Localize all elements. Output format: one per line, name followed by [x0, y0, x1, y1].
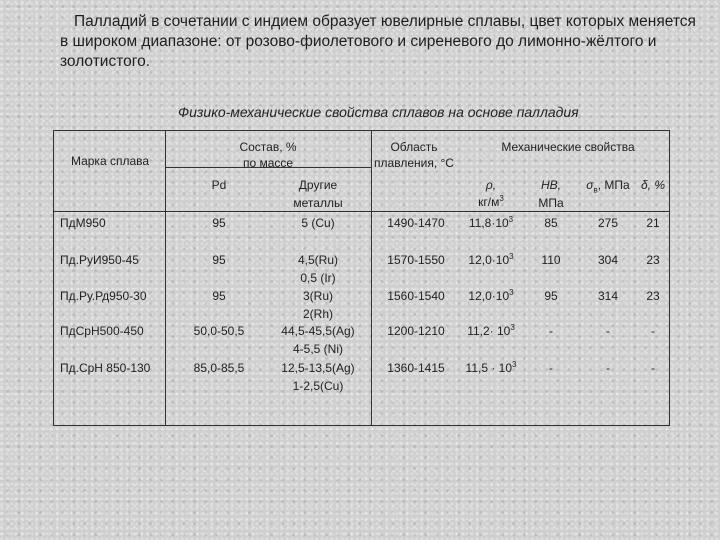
header-melting-temp: плавления, °С — [374, 156, 454, 170]
header-density: ρ, — [485, 178, 497, 192]
header-hb: HB, — [540, 178, 562, 192]
table-divider — [54, 211, 669, 212]
header-other-metals-2: металлы — [293, 196, 343, 210]
properties-table — [53, 130, 670, 426]
row4-melt: 1200-1210 — [387, 324, 445, 338]
header-melting-range: Область — [390, 140, 438, 154]
row2-melt: 1570-1550 — [387, 253, 445, 267]
row4-density: $11,2\cdot 10^3$ — [467, 323, 515, 338]
row2-other-1: 4,5(Ru) — [297, 253, 339, 267]
row3-other-2: 2(Rh) — [302, 307, 334, 321]
row2-other-2: 0,5 (Ir) — [300, 271, 336, 285]
header-composition: Состав, % — [239, 140, 297, 154]
header-elongation: δ, % — [640, 178, 666, 192]
row2-density: $12,0\cdot 10^3$ — [468, 252, 514, 267]
header-grade: Марка сплава — [70, 154, 150, 168]
row4-other-2: 4-5,5 (Ni) — [292, 342, 344, 356]
row1-density: $11,8\cdot 10^3$ — [468, 215, 514, 230]
row5-melt: 1360-1415 — [387, 361, 445, 375]
row3-hb: 95 — [544, 289, 558, 303]
row3-other-1: 3(Ru) — [302, 289, 334, 303]
row2-pd: 95 — [212, 253, 226, 267]
row1-melt: 1490-1470 — [387, 216, 445, 230]
row3-sigma: 314 — [597, 289, 619, 303]
row5-density: $11,5 \cdot 10^3$ — [465, 360, 517, 375]
row1-sigma: 275 — [597, 216, 619, 230]
header-other-metals: Другие — [298, 178, 338, 192]
header-pd: Pd — [211, 178, 227, 192]
row3-delta: 23 — [646, 289, 660, 303]
row3-pd: 95 — [212, 289, 226, 303]
row2-sigma: 304 — [597, 253, 619, 267]
header-hb-unit: МПа — [538, 196, 564, 210]
header-composition-by-mass: по массе — [242, 156, 294, 170]
row4-grade: ПдСрН500-450 — [60, 324, 144, 338]
row5-grade: Пд.СрН 850-130 — [60, 361, 151, 375]
row4-other-1: 44,5-45,5(Ag) — [281, 324, 355, 338]
row3-density: $12,0\cdot 10^3$ — [468, 288, 514, 303]
row4-hb: - — [549, 324, 553, 338]
row5-other-2: 1-2,5(Cu) — [292, 379, 344, 393]
row2-hb: 110 — [541, 253, 561, 267]
row1-pd: 95 — [212, 216, 226, 230]
header-tensile-strength: $\sigma_в$, МПа — [586, 178, 630, 195]
row3-melt: 1560-1540 — [387, 289, 445, 303]
row2-grade: Пд.РуИ950-45 — [60, 253, 139, 267]
row4-sigma: - — [606, 324, 610, 338]
header-mechanical: Механические свойства — [501, 140, 635, 154]
row1-grade: ПдМ950 — [60, 216, 106, 230]
row5-hb: - — [549, 361, 553, 375]
row5-pd: 85,0-85,5 — [193, 361, 245, 375]
row2-delta: 23 — [646, 253, 660, 267]
row1-other: 5 (Cu) — [301, 216, 335, 230]
row5-sigma: - — [606, 361, 610, 375]
row5-other-1: 12,5-13,5(Ag) — [281, 361, 355, 375]
row1-delta: 21 — [646, 216, 660, 230]
table-caption: Физико-механические свойства сплавов на основе палладия — [178, 104, 579, 120]
intro-paragraph: Палладий в сочетании с индием образует ювелирные сплавы, цвет которых меняется в широком диапазоне: от розово-фиолетового и сиреневого до лимонно-жёлтого и золотистого. — [60, 13, 696, 70]
row4-delta: - — [651, 324, 655, 338]
row1-hb: 85 — [544, 216, 558, 230]
row5-delta: - — [651, 361, 655, 375]
header-density-unit: $кг/м^3$ — [478, 194, 504, 209]
row3-grade: Пд.Ру.Рд950-30 — [60, 289, 147, 303]
table-divider — [165, 131, 166, 425]
row4-pd: 50,0-50,5 — [193, 324, 245, 338]
table-divider — [371, 131, 372, 425]
